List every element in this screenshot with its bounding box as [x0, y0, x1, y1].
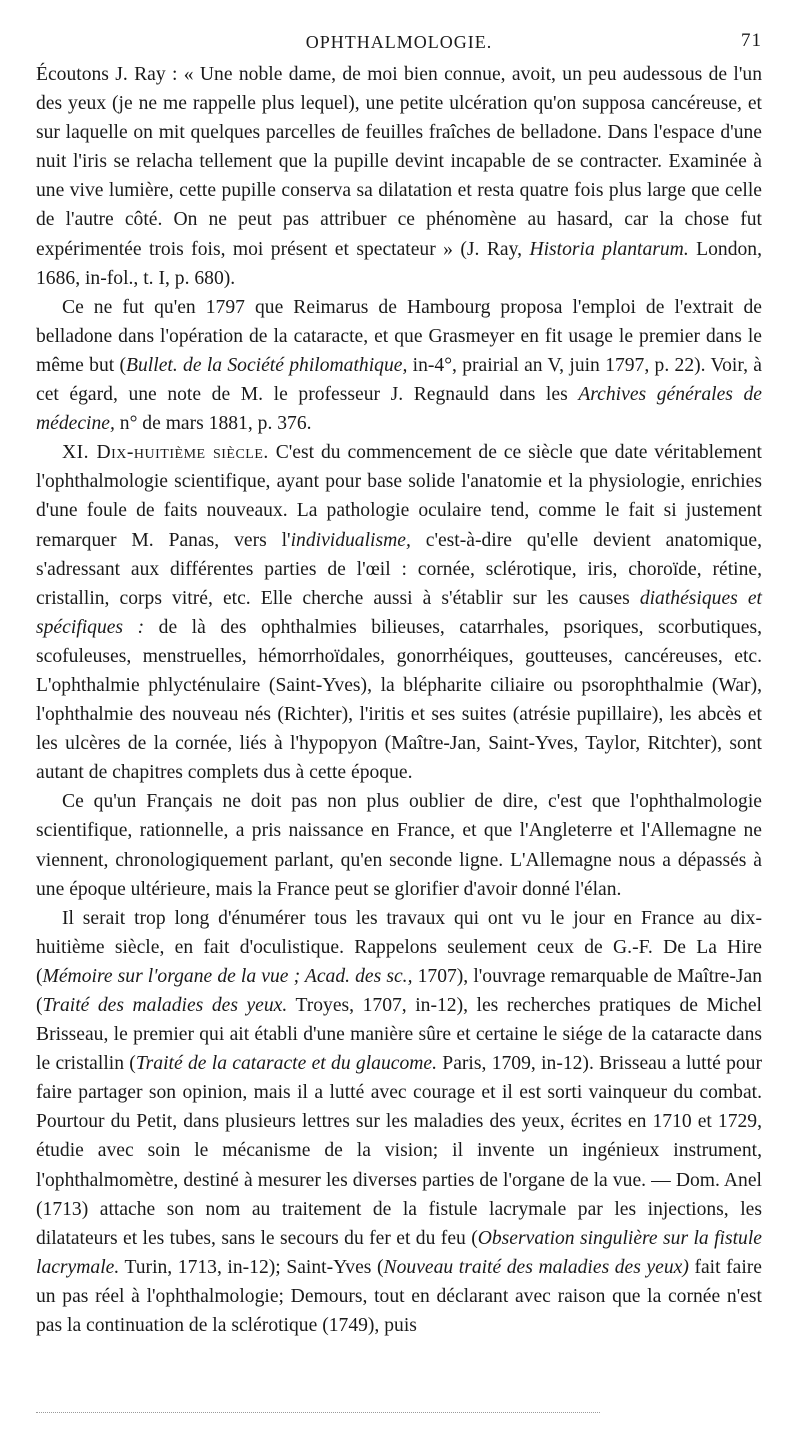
running-header	[36, 30, 762, 60]
work-title: Nouveau traité des maladies des yeux)	[383, 1256, 689, 1278]
work-title: Traité de la cataracte et du glaucome.	[135, 1053, 437, 1075]
paragraph-france	[36, 787, 762, 903]
running-title: OPHTHALMOLOGIE.	[305, 32, 493, 52]
journal-title: Bullet. de la Société philomathique,	[126, 354, 408, 376]
emphasis: diathésiques et spécifiques :	[36, 587, 762, 638]
text-run: de là des ophthalmies bilieuses, catarrhales, psoriques, scorbutiques, scofuleuses, menstruelles, hémorrhoïdales, gonorrhéiques, goutteuses, cancéreuses, etc. L'ophthalmie phlycténulaire (Saint-Yves), la blépharite ciliaire ou psorophthalmie (War), l'ophthalmie des nouveau nés (Richter), l'iritis et ses suites (atrésie pupillaire), les abcès et les ulcères de la cornée, liés à l'hypopyon (Maître-Jan, Saint-Yves, Taylor, Ritchter), sont autant de chapitres complets dus à cette époque.	[36, 616, 762, 784]
work-title: Traité des maladies des yeux.	[42, 995, 288, 1016]
paragraph-works	[36, 904, 762, 1340]
work-title: Mémoire sur l'organe de la vue ; Acad. des sc.,	[42, 965, 413, 987]
text-run: in-4°, prairial an V, juin 1797, p. 22). Voir, à cet égard, une note de M. le professeur J. Regnauld dans les	[36, 354, 762, 406]
work-title: Observation singulière sur la fistule lacrymale.	[36, 1227, 762, 1278]
text-run: Turin, 1713, in-12); Saint-Yves (	[119, 1256, 384, 1278]
paragraph-ray-quote	[36, 60, 762, 293]
book-title: Historia plantarum.	[529, 238, 689, 260]
text-run: n° de mars 1881, p. 376.	[114, 413, 312, 435]
text-run: London, 1686, in-fol., t. I, p. 680).	[36, 238, 762, 289]
journal-title: Archives générales de médecine,	[36, 384, 762, 435]
paragraph-reimarus	[36, 293, 762, 438]
text-run: Il serait trop long d'énumérer tous les travaux qui ont vu le jour en France au dix-huitième siècle, en fait d'oculistique. Rappelons seulement ceux de G.-F. De La Hire (	[36, 907, 762, 987]
paragraph-eighteenth-century	[36, 438, 762, 787]
text-run: c'est-à-dire qu'elle devient anatomique, s'adressant aux différentes parties de l'œil : cornée, sclérotique, iris, choroïde, rétine, cristallin, corps vitré, etc. Elle cherche aussi à s'établir sur les causes	[36, 529, 762, 609]
text-run: 1707), l'ouvrage remarquable de Maître-Jan (	[36, 965, 762, 1016]
footer-dotted-rule	[36, 1412, 600, 1413]
text-run: Écoutons J. Ray : « Une noble dame, de moi bien connue, avoit, un peu audessous de l'un des yeux (je ne me rappelle plus lequel), une petite ulcération qu'on supposa cancéreuse, et sur laquelle on mit quelques parcelles de feuilles fraîches de belladone. Dans l'espace d'une nuit l'iris se relacha tellement que la pupille devint incapable de se contracter. Examinée à une vive lumière, cette pupille conserva sa dilatation et resta quatre fois plus large que celle de l'autre côté. On ne peut pas attribuer ce phénomène au hasard, car la chose fut expérimentée trois fois, moi présent et spectateur » (J. Ray,	[36, 64, 762, 260]
emphasis: individualisme,	[290, 529, 411, 551]
text-run: fait faire un pas réel à l'ophthalmologie; Demours, tout en déclarant avec raison que la cornée n'est pas la continuation de la sclérotique (1749), puis	[36, 1256, 763, 1337]
text-run: Troyes, 1707, in-12), les recherches pratiques de Michel Brisseau, le premier qui ait établi d'une manière sûre et certaine le siége de la cataracte dans le cristallin (	[36, 995, 762, 1075]
text-run: Ce qu'un Français ne doit pas non plus oublier de dire, c'est que l'ophthalmologie scientifique, rationnelle, a pris naissance en France, et que l'Angleterre et l'Allemagne ne viennent, chronologiquement parlant, qu'en seconde ligne. L'Allemagne nous a dépassés à une époque ultérieure, mais la France peut se glorifier d'avoir donné l'élan.	[36, 791, 762, 900]
text-run: Paris, 1709, in-12). Brisseau a lutté pour faire partager son opinion, mais il a lutté avec courage et il est sorti vainqueur du combat. Pourtour du Petit, dans plusieurs lettres sur les maladies des yeux, écrites en 1710 et 1729, étudie avec soin le mécanisme de la vision; il invente un ingénieux instrument, l'ophthalmomètre, destiné à mesurer les diverses parties de l'organe de la vue. — Dom. Anel (1713) attache son nom au traitement de la fistule lacrymale par les injections, les dilatateurs et les tubes, sans le secours du fer et du feu (	[36, 1053, 762, 1249]
text-run: C'est du commencement de ce siècle que date véritablement l'ophthalmologie scientifique, ayant pour base solide l'anatomie et la physiologie, enrichies d'une foule de faits nouveaux. La pathologie oculaire tend, comme le fait si justement remarquer M. Panas, vers l'	[36, 442, 763, 551]
text-run: Ce ne fut qu'en 1797 que Reimarus de Hambourg proposa l'emploi de l'extrait de belladone dans l'opération de la cataracte, et que Grasmeyer en fit usage le premier dans le même but (	[36, 296, 762, 376]
body-text	[36, 60, 762, 1340]
page-number: 71	[741, 30, 762, 51]
section-heading: XI. Dix-huitième siècle.	[62, 442, 269, 464]
